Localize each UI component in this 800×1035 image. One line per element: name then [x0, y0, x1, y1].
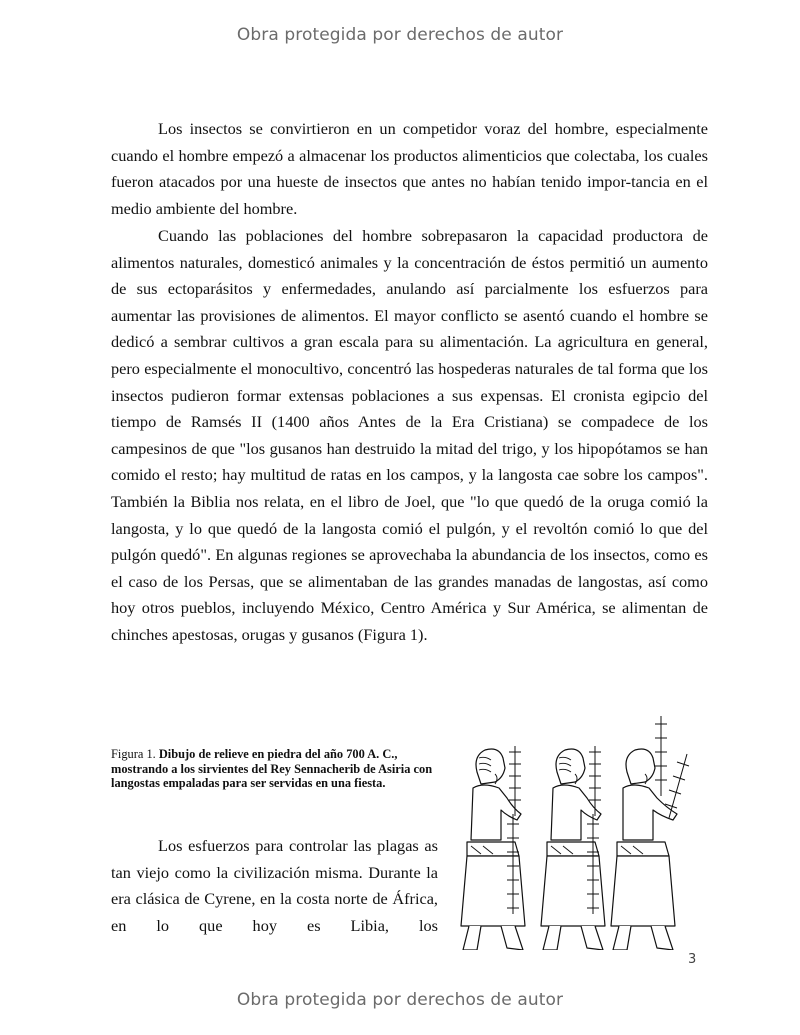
figure-caption [111, 747, 441, 791]
assyrian-relief-drawing [455, 710, 710, 950]
paragraph-1 [111, 116, 708, 222]
paragraph-text: Los esfuerzos para controlar las plagas as tan viejo como la civilización misma. Durante la era clásica de Cyrene, en la costa norte de África, en lo que hoy es Libia, los [111, 836, 438, 935]
paragraph-text: Los insectos se convirtieron en un competidor voraz del hombre, especialmente cuando el hombre empezó a almacenar los productos alimenticios que colectaba, los cuales fueron atacados por una hueste de insectos que antes no habían tenido impor-tancia en el medio ambiente del hombre. [111, 119, 708, 218]
servant-figure-3 [611, 716, 689, 950]
paragraph-text: Cuando las poblaciones del hombre sobrepasaron la capacidad productora de alimentos naturales, domesticó animales y la concentración de éstos permitió un aumento de sus ectoparásitos y enfermedades, anulando así parcialmente los esfuerzos para aumentar las provisiones de alimentos. El mayor conflicto se asentó cuando el hombre se dedicó a sembrar cultivos a gran escala para su alimentación. La agricultura en general, pero especialmente el monocultivo, concentró las hospederas naturales de tal forma que los insectos pudieron formar extensas poblaciones a sus expensas. El cronista egipcio del tiempo de Ramsés II (1400 años Antes de la Era Cristiana) se compadece de los campesinos de que "los gusanos han destruido la mitad del trigo, y los hipopótamos se han comido el resto; hay multitud de ratas en los campos, y la langosta cae sobre los campos". También la Biblia nos relata, en el libro de Joel, que "lo que quedó de la oruga comió la langosta, y lo que quedó de la langosta comió el pulgón, y el revoltón comió lo que del pulgón quedó". En algunas regiones se aprovechaba la abundancia de los insectos, como es el caso de los Persas, que se alimentaban de las grandes manadas de langostas, así como hoy otros pueblos, incluyendo México, Centro América y Sur América, se alimentan de chinches apestosas, orugas y gusanos (Figura 1). [111, 226, 708, 644]
servant-figure-2 [541, 746, 605, 950]
paragraph-3 [111, 833, 438, 939]
copyright-watermark-bottom: Obra protegida por derechos de autor [236, 990, 564, 1010]
figure-label: Figura 1. [111, 747, 156, 761]
page-number: 3 [688, 952, 697, 967]
servant-figure-1 [461, 746, 525, 950]
copyright-watermark-top: Obra protegida por derechos de autor [236, 25, 564, 45]
figure-caption-text: Dibujo de relieve en piedra del año 700 A. C., mostrando a los sirvientes del Rey Sennacherib de Asiria con langostas empaladas para ser servidas en una fiesta. [111, 747, 433, 791]
figure-illustration [455, 710, 710, 950]
paragraph-2 [111, 223, 708, 649]
